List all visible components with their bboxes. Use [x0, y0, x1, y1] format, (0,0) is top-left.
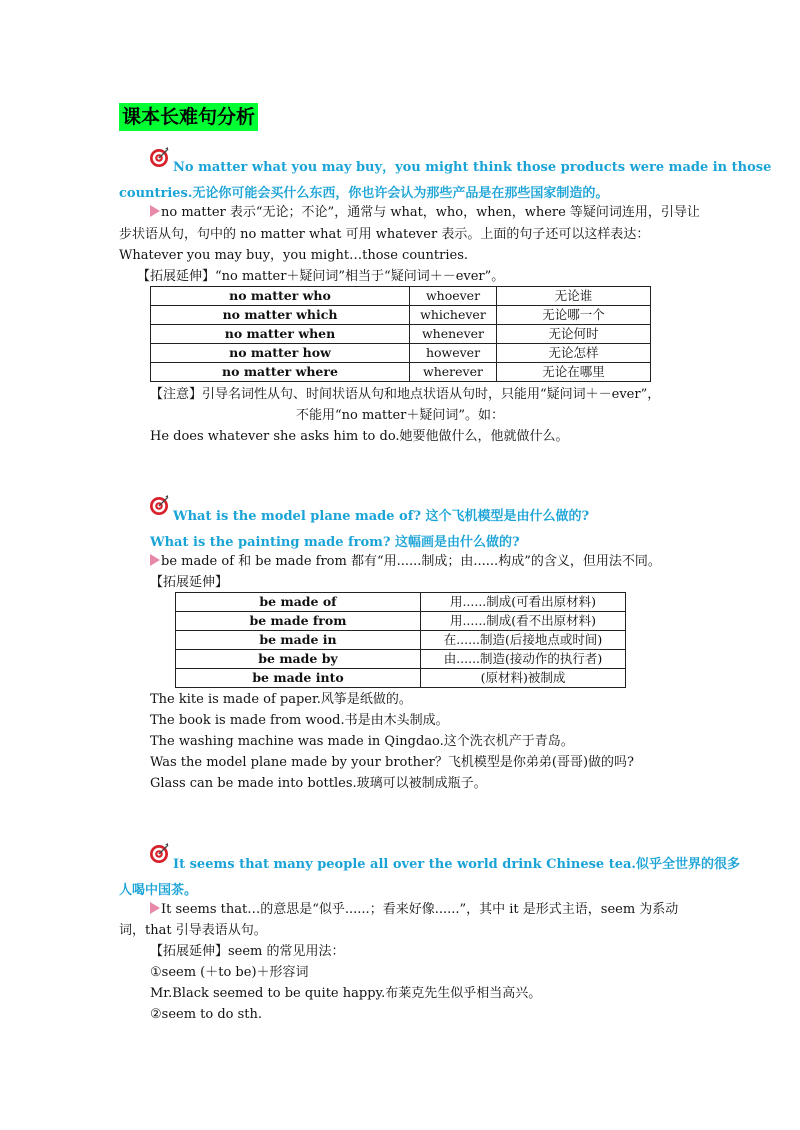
s2-heading-1: [173, 505, 589, 524]
s3-p1: It seems that…的意思是“似乎......；看来好像......”，其中 it 是形式主语，seem 为系动: [161, 902, 679, 917]
s2-extend: 【拓展延伸】: [150, 575, 229, 590]
s3-heading-en: It seems that many people all over the world drink Chinese tea.: [173, 857, 636, 872]
s2-example-1: The kite is made of paper.风筝是纸做的。: [150, 692, 412, 707]
s1-extend: 【拓展延伸】“no matter＋疑问词”相当于“疑问词＋－ever”。: [137, 269, 505, 284]
table-cell: whichever: [410, 306, 497, 325]
table-cell: however: [410, 344, 497, 363]
s2-example-2: The book is made from wood.书是由木头制成。: [150, 713, 449, 728]
table-cell: no matter who: [151, 287, 410, 306]
table-row: [176, 612, 626, 631]
target-icon: [148, 146, 170, 168]
table-cell: be made in: [176, 631, 421, 650]
s1-paragraph-line-3: Whatever you may buy，you might…those countries.: [119, 248, 469, 263]
table-cell: 无论哪一个: [497, 306, 651, 325]
s2-example-5: Glass can be made into bottles.玻璃可以被制成瓶子。: [150, 776, 487, 791]
table-row: [151, 306, 651, 325]
s3-extend: 【拓展延伸】seem 的常见用法：: [150, 944, 345, 959]
s1-heading: No matter what you may buy，you might think those products were made in those: [173, 160, 772, 175]
s1-heading-cont-en: countries.: [119, 186, 193, 201]
table-cell: (原材料)被制成: [421, 669, 626, 688]
s1-paragraph-line-1: [150, 203, 700, 222]
s2-heading-2-en: What is the painting made from?: [150, 535, 391, 550]
s1-table: [150, 286, 651, 382]
table-row: [176, 669, 626, 688]
s3-heading-cont: 人喝中国茶。: [119, 883, 198, 898]
arrow-bullet-icon: [150, 554, 160, 566]
target-icon: [148, 494, 170, 516]
table-row: [151, 287, 651, 306]
s1-heading-cont-zh: 无论你可能会买什么东西，你也许会认为那些产品是在那些国家制造的。: [192, 186, 609, 201]
s2-heading-2: [150, 531, 520, 550]
s3-item-1: ①seem (＋to be)＋形容词: [150, 965, 309, 980]
table-cell: no matter when: [151, 325, 410, 344]
s3-paragraph-line-2: 词，that 引导表语从句。: [119, 923, 267, 938]
table-cell: 用......制成(看不出原材料): [421, 612, 626, 631]
s2-heading-1-en: What is the model plane made of?: [173, 509, 421, 524]
table-cell: 用......制成(可看出原材料): [421, 593, 626, 612]
arrow-bullet-icon: [150, 205, 160, 217]
table-cell: 在......制造(后接地点或时间): [421, 631, 626, 650]
s3-heading-zh: 似乎全世界的很多: [635, 857, 740, 872]
page-title: 课本长难句分析: [119, 103, 258, 131]
target-icon: [148, 842, 170, 864]
s1-p1: no matter 表示“无论；不论”，通常与 what，who，when，where 等疑问词连用，引导让: [161, 205, 700, 220]
s3-example-1: Mr.Black seemed to be quite happy.布莱克先生似乎相当高兴。: [150, 986, 542, 1001]
table-cell: 由......制造(接动作的执行者): [421, 650, 626, 669]
table-cell: no matter which: [151, 306, 410, 325]
table-cell: be made by: [176, 650, 421, 669]
table-cell: wherever: [410, 363, 497, 382]
table-row: [176, 631, 626, 650]
table-row: [151, 325, 651, 344]
s1-heading-cont: [119, 182, 608, 201]
s2-heading-2-zh: 这幅画是由什么做的?: [395, 535, 520, 550]
s1-paragraph-line-2: 步状语从句，句中的 no matter what 可用 whatever 表示。上面的句子还可以这样表达：: [119, 227, 650, 242]
table-cell: 无论怎样: [497, 344, 651, 363]
table-cell: no matter how: [151, 344, 410, 363]
table-cell: whenever: [410, 325, 497, 344]
s2-table: [175, 592, 626, 688]
table-cell: whoever: [410, 287, 497, 306]
table-row: [176, 593, 626, 612]
table-cell: no matter where: [151, 363, 410, 382]
s1-note-line-2: 不能用“no matter＋疑问词”。如：: [295, 408, 505, 423]
arrow-bullet-icon: [150, 902, 160, 914]
table-row: [151, 363, 651, 382]
table-row: [176, 650, 626, 669]
s2-paragraph-line-1: [150, 552, 661, 571]
s3-paragraph-line-1: [150, 900, 678, 919]
s1-example: He does whatever she asks him to do.她要他做什么，他就做什么。: [150, 429, 569, 444]
s2-example-4: Was the model plane made by your brother？飞机模型是你弟弟(哥哥)做的吗?: [150, 755, 634, 770]
s2-p1: be made of 和 be made from 都有“用......制成；由......构成”的含义，但用法不同。: [161, 554, 661, 569]
table-cell: 无论谁: [497, 287, 651, 306]
table-cell: be made of: [176, 593, 421, 612]
table-row: [151, 344, 651, 363]
s2-example-3: The washing machine was made in Qingdao.这个洗衣机产于青岛。: [150, 734, 574, 749]
table-cell: 无论在哪里: [497, 363, 651, 382]
s2-heading-1-zh: 这个飞机模型是由什么做的?: [425, 509, 590, 524]
table-cell: 无论何时: [497, 325, 651, 344]
s3-item-2: ②seem to do sth.: [150, 1007, 263, 1022]
s3-heading: [173, 853, 740, 872]
table-cell: be made into: [176, 669, 421, 688]
s1-note-line-1: 【注意】引导名词性从句、时间状语从句和地点状语从句时，只能用“疑问词＋－ever”，: [150, 387, 661, 402]
table-cell: be made from: [176, 612, 421, 631]
